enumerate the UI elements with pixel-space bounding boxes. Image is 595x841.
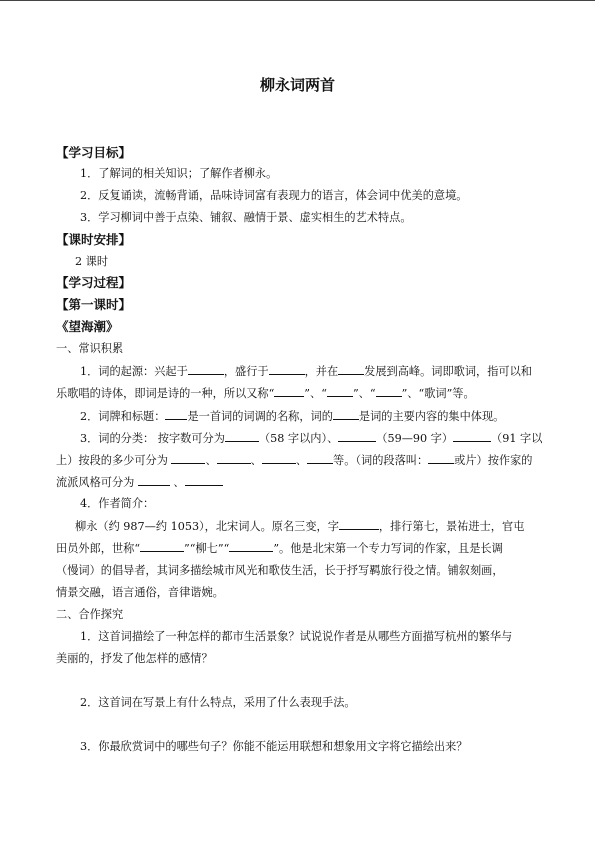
bio-line3: （慢词）的倡导者，其词多描绘城市风光和歌伎生活，长于抒写羁旅行役之情。铺叙刻画， (56, 564, 504, 577)
goal-2: 2．反复诵读，流畅背诵，品味诗词富有表现力的语言，体会词中优美的意境。 (80, 189, 468, 202)
q2-line: 2．词牌和标题： 是一首词的词调的名称，词的 是词的主要内容的集中体现。 (80, 410, 505, 423)
q3-line1: 3．词的分类： 按字数可分为 （58 字以内）、 （59—90 字） （91 字以 (80, 432, 543, 445)
goal-1: 1．了解词的相关知识；了解作者柳永。 (80, 167, 278, 180)
exercise-2: 2．这首词在写景上有什么特点，采用了什么表现手法。 (80, 696, 356, 709)
schedule-header: 【课时安排】 (56, 232, 132, 247)
q1-line2: 乐歌唱的诗体，即词是诗的一种，所以又称“ ”、“ ”、“ ”、“歌词”等。 (56, 387, 475, 400)
bio-line1: 柳永（约 987—约 1053），北宋词人。原名三变，字 ，排行第七，景祐进士，官屯 (75, 520, 525, 533)
q4-line: 4．作者简介： (80, 497, 155, 510)
exercise-1-line2: 美丽的，抒发了他怎样的感情？ (56, 652, 213, 665)
poem-title: 《望海潮》 (56, 319, 119, 334)
process-header: 【学习过程】 (56, 275, 132, 290)
schedule-value: 2 课时 (75, 255, 109, 268)
bio-line4: 情景交融，语言通俗，音律谐婉。 (56, 586, 224, 599)
goal-3: 3．学习柳词中善于点染、铺叙、融情于景、虚实相生的艺术特点。 (80, 211, 412, 224)
part1-heading: 一、常识积累 (56, 342, 124, 355)
exercise-1-line1: 1．这首词描绘了一种怎样的都市生活景象？试说说作者是从哪些方面描写杭州的繁华与 (80, 630, 513, 643)
page-title: 柳永词两首 (259, 76, 335, 94)
bio-line2: 田员外郎，世称“ ”“柳七”“ ”。他是北宋第一个专力写词的作家，且是长调 (56, 542, 503, 555)
q3-line2: 上）按段的多少可分为 、 、 、 等。（词的段落叫： 或片）按作家的 (56, 454, 533, 467)
q3-line3: 流派风格可分为 、 (56, 475, 223, 490)
goals-header: 【学习目标】 (56, 145, 132, 160)
top-rule (0, 0, 595, 1)
exercise-3: 3．你最欣赏词中的哪些句子？你能不能运用联想和想象用文字将它描绘出来？ (80, 740, 468, 753)
part2-heading: 二、合作探究 (56, 608, 124, 621)
q1-line1: 1．词的起源：兴起于 ，盛行于 ，并在 发展到高峰。词即歌词，指可以和 (80, 365, 532, 378)
lesson1-header: 【第一课时】 (56, 297, 132, 312)
